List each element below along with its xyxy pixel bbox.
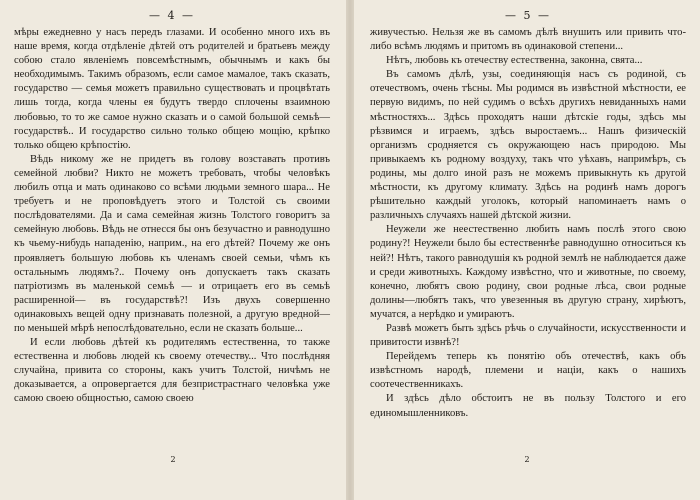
- paragraph: Вѣдь никому же не придетъ въ голову возставать противъ семейной любви? Никто не можетъ требовать, чтобы человѣкъ любилъ отца и мать одинаково со всѣми людьми земного шара... Не требуетъ и не проповѣдуетъ этого и Толстой съ своими послѣдователями. Да и сама семейная жизнь Толстого говоритъ за семейную любовь. Вѣдь не отнесся бы онъ безучастно и равнодушно къ чьему-нибудь нападенію, наприм., на его дѣтей? Почему же онъ проявляетъ большую любовь къ членамъ своей семьи, чѣмъ къ остальнымъ людямъ?.. Почему онъ допускаетъ такъ сказать патріотизмъ въ маленькой семьѣ — и отрицаетъ его въ семьѣ расширенной— въ государствѣ?! Изъ двухъ совершенно одинаковыхъ вещей одну признавать полезной, а другую вредной—по меньшей мѣрѣ непослѣдовательно, если не сказать больше...: [14, 153, 330, 334]
- paragraph: Перейдемъ теперь къ понятію объ отечествѣ, какъ объ извѣстномъ народѣ, племени и націи, какъ о нашихъ соотечественникахъ.: [370, 351, 686, 391]
- page-text: [370, 26, 686, 421]
- left-page: [0, 0, 346, 500]
- paragraph: И здѣсь дѣло обстоитъ не въ пользу Толстого и его единомышленниковъ.: [370, 393, 686, 419]
- page-number: — 4 —: [149, 9, 195, 22]
- page-text: [14, 26, 330, 407]
- paragraph: Неужели же неестественно любить намъ послѣ этого свою родину?! Неужели было бы естественнѣе равнодушно относиться къ ней?! Нѣтъ, такого равнодушія къ родной землѣ не наблюдается даже и среди животныхъ. Каждому извѣстно, что и животные, по своему, конечно, любятъ свою родину, свои родные лѣса, свои родные долины—любятъ такъ, что увезенныя въ другую страну, хирѣютъ, мучатся, а нерѣдко и умираютъ.: [370, 224, 686, 320]
- signature-mark: 2: [524, 455, 530, 464]
- paragraph: мѣры ежедневно у насъ передъ глазами. И особенно много ихъ въ наше время, когда отдѣленіе дѣтей отъ родителей и братьевъ между собою стало явленіемъ повсемѣстнымъ, обычнымъ и какъ бы необходимымъ. Такимъ образомъ, если самое мамалое, такъ сказать, государство — семья можетъ правильно существовать и процвѣтать лишь тогда, когда члены ея будутъ твердо сплочены взаимною любовью, то то же самое нужно сказать и о самой большой семьѣ—государствѣ.. И государство сильно только общею мощію, крѣпко только общею крѣпостію.: [14, 27, 330, 151]
- signature-mark: 2: [170, 455, 176, 464]
- book-gutter: [346, 0, 354, 500]
- right-page: [354, 0, 700, 500]
- page-number: — 5 —: [505, 9, 551, 22]
- paragraph: Нѣтъ, любовь къ отечеству естественна, законна, свята...: [386, 55, 643, 67]
- paragraph: Въ самомъ дѣлѣ, узы, соединяющія насъ съ родиной, съ отечествомъ, очень тѣсны. Мы родимся въ извѣстной мѣстности, ее первую видимъ, по ней судимъ о всѣхъ другихъ невиданныхъ нами мѣстностяхъ... Здѣсь проходятъ наши дѣтскіе годы, здѣсь мы рѣзвимся и играемъ, здѣсь выростаемъ... Нашъ физическій организмъ сродняется съ окружающею насъ природою. Мы привыкаемъ къ родному воздуху, такъ что уѣхавъ, напримѣръ, съ родины, мы долго иной разъ не можемъ привыкнуть къ другой мѣстности, къ другому климату. Здѣсь на родинѣ намъ дорогъ рѣшительно каждый уголокъ, который напоминаетъ намъ о различныхъ случаяхъ нашей дѣтской жизни.: [370, 69, 686, 222]
- paragraph: живучестью. Нельзя же въ самомъ дѣлѣ внушить или привить что-либо всѣмъ людямъ и притомъ въ одинаковой степени...: [370, 27, 686, 53]
- paragraph: Развѣ можетъ быть здѣсь рѣчь о случайности, искусственности и привитости извнѣ?!: [370, 322, 686, 349]
- paragraph: И если любовь дѣтей къ родителямъ естественна, то также естественна и любовь людей къ своему отечеству... Что послѣдняя случайна, привита со стороны, какъ учитъ Толстой, ничѣмъ не доказывается, а опровергается для безпристрастнаго человѣка уже самою своею общностью, самою своею: [14, 337, 330, 405]
